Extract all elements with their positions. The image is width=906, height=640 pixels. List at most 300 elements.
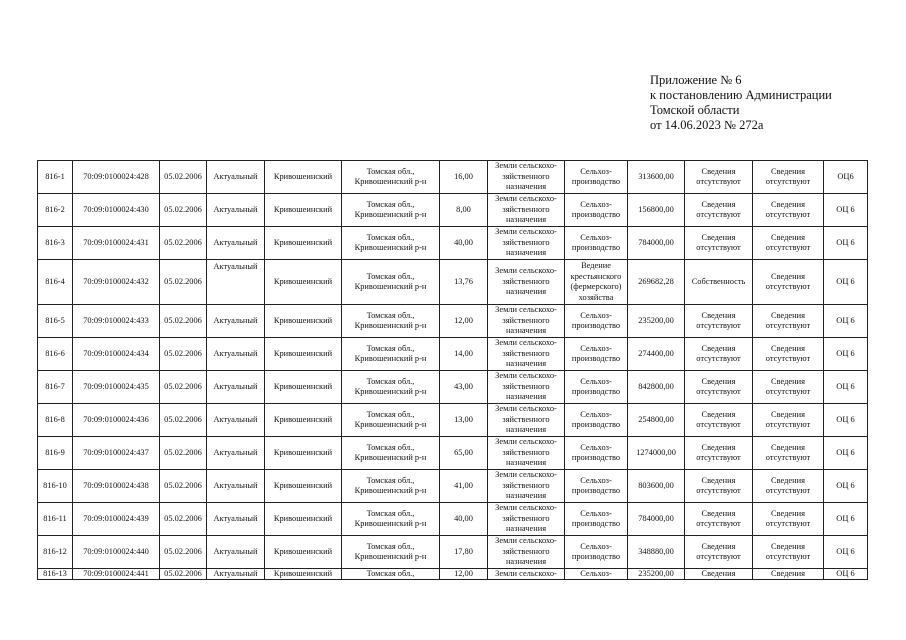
permitted-use: Сельхоз-производство (571, 166, 621, 186)
registration-date: 05.02.2006 (164, 276, 202, 286)
cadastral-number-cell (73, 503, 160, 536)
valuation-code: ОЦ 6 (836, 315, 855, 325)
valuation-code: ОЦ 6 (836, 348, 855, 358)
valuation-code: ОЦ 6 (836, 480, 855, 490)
permitted-use-cell (565, 404, 628, 437)
record-number: 816-12 (43, 546, 67, 556)
area: 43,00 (454, 381, 473, 391)
land-category: Земли сельскохо-зяйственного назначения (495, 371, 557, 402)
status-cell (207, 470, 265, 503)
permitted-use: Сельхоз-производство (571, 232, 621, 252)
valuation-code-cell (824, 569, 868, 580)
status: Актуальный (213, 204, 258, 214)
registration-date-cell (160, 227, 207, 260)
encumbrance-cell (753, 503, 824, 536)
encumbrance: Сведения отсутствуют (765, 508, 811, 528)
cadastral-number: 70:09:0100024:434 (83, 348, 149, 358)
address-cell (342, 260, 440, 305)
address: Томская обл., Кривошеинский р-н (354, 409, 427, 429)
record-number-cell (38, 569, 73, 580)
area: 16,00 (454, 171, 473, 181)
cadastral-number: 70:09:0100024:431 (83, 237, 149, 247)
cadastral-value-cell (628, 194, 685, 227)
address: Томская обл., Кривошеинский р-н (354, 232, 427, 252)
ownership-cell (685, 227, 753, 260)
registration-date-cell (160, 305, 207, 338)
record-number: 816-9 (45, 447, 65, 457)
address-cell (342, 371, 440, 404)
valuation-code: ОЦ 6 (836, 513, 855, 523)
cadastral-value: 269682,28 (638, 276, 674, 286)
cadastral-number: 70:09:0100024:436 (83, 414, 149, 424)
ownership: Сведения отсутствуют (696, 442, 741, 462)
appendix-number: Приложение № 6 (650, 73, 742, 87)
permitted-use: Сельхоз-производство (571, 199, 621, 219)
table-row (38, 404, 868, 437)
registration-date: 05.02.2006 (164, 237, 202, 247)
address-cell (342, 470, 440, 503)
registration-date: 05.02.2006 (164, 569, 202, 578)
encumbrance: Сведения отсутствуют (765, 343, 811, 363)
status: Актуальный (213, 546, 258, 556)
district: Кривошеинский (273, 348, 333, 358)
district: Кривошеинский (273, 381, 333, 391)
record-number-cell (38, 470, 73, 503)
cadastral-number: 70:09:0100024:438 (83, 480, 149, 490)
valuation-code-cell (824, 338, 868, 371)
area: 13,76 (454, 276, 473, 286)
valuation-code: ОЦ 6 (836, 381, 855, 391)
valuation-code: ОЦ 6 (836, 237, 855, 247)
land-category: Земли сельскохо-зяйственного назначения (495, 266, 557, 297)
cadastral-value: 803600,00 (638, 480, 674, 490)
encumbrance-cell (753, 536, 824, 569)
resolution-reference: к постановлению Администрации (650, 88, 832, 102)
address-cell (342, 161, 440, 194)
record-number-cell (38, 503, 73, 536)
area-cell (440, 194, 488, 227)
land-category-cell (488, 470, 565, 503)
status-cell (207, 194, 265, 227)
encumbrance-cell (753, 227, 824, 260)
cadastral-number-cell (73, 161, 160, 194)
region-name: Томской области (650, 103, 740, 117)
registration-date: 05.02.2006 (164, 447, 202, 457)
status: Актуальный (213, 414, 258, 424)
registration-date: 05.02.2006 (164, 171, 202, 181)
cadastral-value: 313600,00 (638, 171, 674, 181)
valuation-code-cell (824, 305, 868, 338)
registration-date-cell (160, 338, 207, 371)
land-category-cell (488, 194, 565, 227)
district: Кривошеинский (273, 315, 333, 325)
ownership: Сведения отсутствуют (696, 232, 741, 252)
encumbrance: Сведения отсутствуют (765, 475, 811, 495)
ownership: Сведения отсутствуют (696, 541, 741, 561)
record-number-cell (38, 260, 73, 305)
record-number: 816-6 (45, 348, 65, 358)
record-number-cell (38, 371, 73, 404)
cadastral-number-cell (73, 194, 160, 227)
area: 41,00 (454, 480, 473, 490)
area-cell (440, 227, 488, 260)
district: Кривошеинский (273, 546, 333, 556)
district-cell (265, 194, 342, 227)
land-category-cell (488, 260, 565, 305)
cadastral-value-cell (628, 305, 685, 338)
record-number-cell (38, 305, 73, 338)
area-cell (440, 338, 488, 371)
valuation-code: ОЦ 6 (836, 569, 855, 578)
cadastral-value-cell (628, 260, 685, 305)
area: 12,00 (454, 315, 473, 325)
cadastral-value: 1274000,00 (636, 447, 676, 457)
ownership-cell (685, 260, 753, 305)
status-cell (207, 260, 265, 305)
land-category-cell (488, 305, 565, 338)
ownership: Собственность (691, 276, 746, 286)
district-cell (265, 161, 342, 194)
area: 12,00 (454, 569, 473, 578)
encumbrance-cell (753, 371, 824, 404)
record-number-cell (38, 338, 73, 371)
permitted-use-cell (565, 536, 628, 569)
land-category-cell (488, 371, 565, 404)
address-cell (342, 404, 440, 437)
record-number: 816-2 (45, 204, 65, 214)
status: Актуальный (213, 237, 258, 247)
land-category-cell (488, 404, 565, 437)
status-cell (207, 305, 265, 338)
address: Томская обл., Кривошеинский р-н (354, 199, 427, 219)
area-cell (440, 437, 488, 470)
address: Томская обл., Кривошеинский р-н (354, 475, 427, 495)
cadastral-value: 235200,00 (638, 315, 674, 325)
table-row (38, 161, 868, 194)
land-category: Земли сельскохо-зяйственного назначения (495, 338, 557, 369)
land-category: Земли сельскохо-зяйственного назначения (495, 305, 557, 336)
status: Актуальный (213, 447, 258, 457)
cadastral-number-cell (73, 260, 160, 305)
district-cell (265, 437, 342, 470)
permitted-use: Сельхоз-производство (571, 409, 621, 429)
table-row (38, 470, 868, 503)
ownership-cell (685, 161, 753, 194)
registration-date: 05.02.2006 (164, 480, 202, 490)
district-cell (265, 569, 342, 580)
record-number-cell (38, 194, 73, 227)
record-number: 816-3 (45, 237, 65, 247)
status-cell (207, 404, 265, 437)
valuation-code-cell (824, 536, 868, 569)
district-cell (265, 305, 342, 338)
cadastral-value: 235200,00 (638, 569, 674, 578)
cadastral-value: 254800,00 (638, 414, 674, 424)
land-category: Земли сельскохо-зяйственного назначения (495, 503, 557, 534)
cadastral-value-cell (628, 437, 685, 470)
record-number-cell (38, 404, 73, 437)
record-number: 816-13 (43, 569, 67, 578)
registration-date-cell (160, 503, 207, 536)
permitted-use-cell (565, 305, 628, 338)
cadastral-value: 842800,00 (638, 381, 674, 391)
land-category-cell (488, 161, 565, 194)
district-cell (265, 470, 342, 503)
district: Кривошеинский (273, 447, 333, 457)
cadastral-number: 70:09:0100024:437 (83, 447, 149, 457)
registration-date: 05.02.2006 (164, 204, 202, 214)
ownership-cell (685, 569, 753, 580)
land-category-cell (488, 338, 565, 371)
address: Томская обл., Кривошеинский р-н (354, 166, 427, 186)
cadastral-value: 156800,00 (638, 204, 674, 214)
valuation-code: ОЦ 6 (836, 546, 855, 556)
cadastral-value: 348880,00 (638, 546, 674, 556)
land-category-cell (488, 503, 565, 536)
address-cell (342, 338, 440, 371)
permitted-use: Сельхоз- (580, 569, 612, 578)
ownership-cell (685, 503, 753, 536)
table-row (38, 536, 868, 569)
registration-date-cell (160, 371, 207, 404)
area-cell (440, 569, 488, 580)
valuation-code: ОЦ 6 (836, 447, 855, 457)
land-category: Земли сельскохо-зяйственного назначения (495, 437, 557, 468)
district: Кривошеинский (273, 276, 333, 286)
cadastral-number-cell (73, 404, 160, 437)
valuation-code: ОЦ 6 (836, 414, 855, 424)
status-cell (207, 503, 265, 536)
registration-date-cell (160, 536, 207, 569)
record-number: 816-5 (45, 315, 65, 325)
registration-date-cell (160, 194, 207, 227)
registration-date: 05.02.2006 (164, 348, 202, 358)
area-cell (440, 470, 488, 503)
valuation-code: ОЦ 6 (836, 204, 855, 214)
resolution-date: от 14.06.2023 № 272а (650, 118, 764, 132)
ownership: Сведения отсутствуют (696, 409, 741, 429)
table-row (38, 503, 868, 536)
address-cell (342, 305, 440, 338)
ownership: Сведения отсутствуют (696, 199, 741, 219)
registration-date: 05.02.2006 (164, 513, 202, 523)
address-cell (342, 569, 440, 580)
permitted-use-cell (565, 470, 628, 503)
record-number: 816-7 (45, 381, 65, 391)
land-category: Земли сельскохо-зяйственного назначения (495, 194, 557, 225)
encumbrance-cell (753, 437, 824, 470)
encumbrance-cell (753, 569, 824, 580)
record-number: 816-4 (45, 276, 65, 286)
table-row (38, 437, 868, 470)
area: 65,00 (454, 447, 473, 457)
status-cell (207, 338, 265, 371)
cadastral-number-cell (73, 470, 160, 503)
permitted-use-cell (565, 371, 628, 404)
ownership-cell (685, 404, 753, 437)
address-cell (342, 227, 440, 260)
district: Кривошеинский (273, 569, 333, 578)
ownership: Сведения отсутствуют (696, 376, 741, 396)
ownership-cell (685, 305, 753, 338)
status: Актуальный (213, 315, 258, 325)
area-cell (440, 503, 488, 536)
land-category: Земли сельскохо-зяйственного назначения (495, 536, 557, 567)
registration-date-cell (160, 470, 207, 503)
permitted-use-cell (565, 260, 628, 305)
appendix-header (650, 73, 832, 133)
record-number: 816-8 (45, 414, 65, 424)
cadastral-number: 70:09:0100024:432 (83, 276, 149, 286)
valuation-code-cell (824, 227, 868, 260)
permitted-use-cell (565, 569, 628, 580)
address: Томская обл., Кривошеинский р-н (354, 442, 427, 462)
district-cell (265, 338, 342, 371)
permitted-use: Сельхоз-производство (571, 541, 621, 561)
ownership-cell (685, 536, 753, 569)
district-cell (265, 503, 342, 536)
permitted-use: Сельхоз-производство (571, 310, 621, 330)
encumbrance-cell (753, 338, 824, 371)
district: Кривошеинский (273, 237, 333, 247)
address: Томская обл., Кривошеинский р-н (354, 271, 427, 291)
cadastral-number-cell (73, 536, 160, 569)
table-body (38, 161, 868, 580)
encumbrance: Сведения отсутствуют (765, 409, 811, 429)
area: 40,00 (454, 237, 473, 247)
land-category: Земли сельскохо-зяйственного назначения (495, 404, 557, 435)
table-row (38, 338, 868, 371)
permitted-use-cell (565, 194, 628, 227)
cadastral-number-cell (73, 338, 160, 371)
address: Томская обл., Кривошеинский р-н (354, 343, 427, 363)
ownership: Сведения отсутствуют (696, 343, 741, 363)
cadastral-value: 274400,00 (638, 348, 674, 358)
area-cell (440, 536, 488, 569)
cadastral-number-cell (73, 437, 160, 470)
cadastral-value-cell (628, 161, 685, 194)
cadastral-number: 70:09:0100024:433 (83, 315, 149, 325)
permitted-use: Ведение крестьянского (фермерского) хозяйства (570, 261, 622, 302)
status: Актуальный (213, 262, 258, 271)
permitted-use: Сельхоз-производство (571, 376, 621, 396)
permitted-use-cell (565, 227, 628, 260)
record-number-cell (38, 227, 73, 260)
cadastral-number: 70:09:0100024:440 (83, 546, 149, 556)
cadastral-number-cell (73, 371, 160, 404)
table-row (38, 194, 868, 227)
status-cell (207, 227, 265, 260)
ownership: Сведения отсутствуют (696, 310, 741, 330)
cadastral-value-cell (628, 470, 685, 503)
district: Кривошеинский (273, 480, 333, 490)
land-category-cell (488, 569, 565, 580)
district-cell (265, 227, 342, 260)
status: Актуальный (213, 480, 258, 490)
encumbrance-cell (753, 404, 824, 437)
cadastral-number: 70:09:0100024:430 (83, 204, 149, 214)
encumbrance: Сведения отсутствуют (765, 442, 811, 462)
address: Томская обл., Кривошеинский р-н (354, 310, 427, 330)
encumbrance-cell (753, 305, 824, 338)
land-category-cell (488, 227, 565, 260)
table-row (38, 371, 868, 404)
table-row (38, 569, 868, 580)
status-cell (207, 371, 265, 404)
ownership: Сведения отсутствуют (696, 475, 741, 495)
permitted-use: Сельхоз-производство (571, 343, 621, 363)
ownership: Сведения отсутствуют (696, 166, 741, 186)
address-cell (342, 536, 440, 569)
land-plots-table (37, 160, 868, 580)
record-number-cell (38, 161, 73, 194)
land-category-cell (488, 536, 565, 569)
address: Томская обл., (366, 569, 415, 578)
encumbrance: Сведения отсутствуют (765, 199, 811, 219)
registration-date-cell (160, 569, 207, 580)
record-number: 816-11 (43, 513, 67, 523)
cadastral-value-cell (628, 404, 685, 437)
cadastral-number: 70:09:0100024:441 (83, 569, 149, 578)
status: Актуальный (213, 381, 258, 391)
valuation-code: ОЦ 6 (836, 276, 855, 286)
registration-date-cell (160, 437, 207, 470)
cadastral-number-cell (73, 569, 160, 580)
land-category: Земли сельскохо-зяйственного назначения (495, 161, 557, 192)
permitted-use-cell (565, 437, 628, 470)
registration-date: 05.02.2006 (164, 315, 202, 325)
table-row (38, 305, 868, 338)
cadastral-value-cell (628, 338, 685, 371)
area: 13,00 (454, 414, 473, 424)
address-cell (342, 437, 440, 470)
encumbrance: Сведения отсутствуют (765, 232, 811, 252)
area-cell (440, 305, 488, 338)
address: Томская обл., Кривошеинский р-н (354, 508, 427, 528)
registration-date-cell (160, 404, 207, 437)
valuation-code-cell (824, 503, 868, 536)
encumbrance: Сведения отсутствуют (765, 166, 811, 186)
district: Кривошеинский (273, 414, 333, 424)
encumbrance: Сведения отсутствуют (765, 541, 811, 561)
status-cell (207, 536, 265, 569)
address-cell (342, 194, 440, 227)
area-cell (440, 161, 488, 194)
registration-date-cell (160, 260, 207, 305)
permitted-use-cell (565, 503, 628, 536)
district: Кривошеинский (273, 171, 333, 181)
encumbrance: Сведения отсутствуют (765, 310, 811, 330)
encumbrance-cell (753, 470, 824, 503)
table-row (38, 260, 868, 305)
encumbrance: Сведения отсутствуют (765, 271, 811, 291)
registration-date: 05.02.2006 (164, 546, 202, 556)
registration-date: 05.02.2006 (164, 381, 202, 391)
status: Актуальный (213, 513, 258, 523)
cadastral-value-cell (628, 227, 685, 260)
registration-date: 05.02.2006 (164, 414, 202, 424)
permitted-use: Сельхоз-производство (571, 475, 621, 495)
status-cell (207, 161, 265, 194)
permitted-use: Сельхоз-производство (571, 442, 621, 462)
ownership: Сведения (701, 569, 736, 578)
cadastral-value: 784000,00 (638, 513, 674, 523)
encumbrance-cell (753, 161, 824, 194)
table-row (38, 227, 868, 260)
valuation-code-cell (824, 260, 868, 305)
ownership: Сведения отсутствуют (696, 508, 741, 528)
encumbrance-cell (753, 260, 824, 305)
